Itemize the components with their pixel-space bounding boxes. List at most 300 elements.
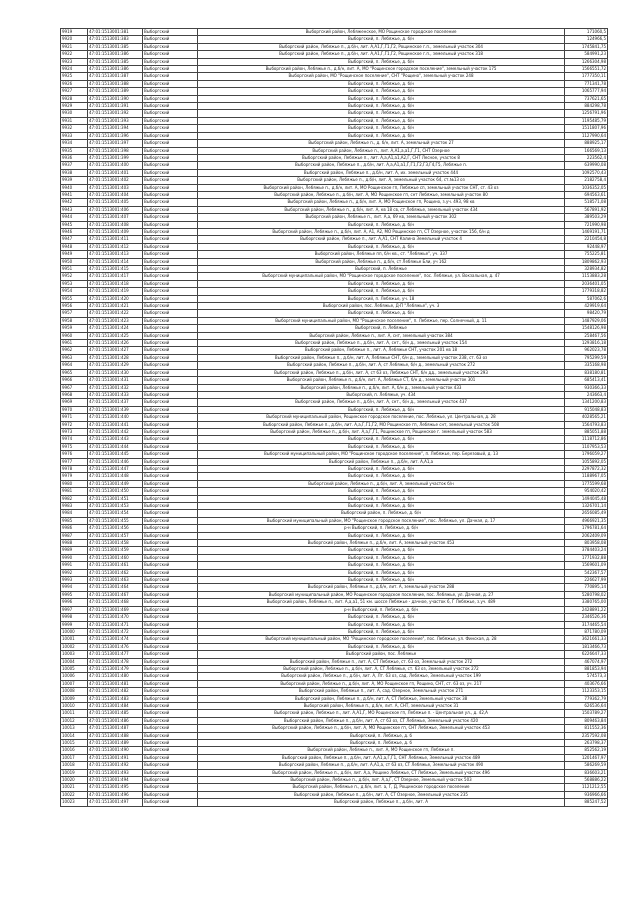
district-cell: Выборгский (143, 525, 198, 532)
cadastral-value-cell: 1065777,94 (565, 88, 608, 95)
row-number-cell: 9982 (61, 495, 88, 502)
cadastral-number-cell: 47:01:1513001:445 (88, 451, 143, 458)
address-cell: Выборгский, п. Лебяжье, д. б/н (198, 110, 565, 117)
district-cell: Выборгский (143, 43, 198, 50)
cadastral-value-cell: 1127990,64 (565, 132, 608, 139)
cadastral-number-cell: 47:01:1513001:393 (88, 117, 143, 124)
district-cell: Выборгский (143, 140, 198, 147)
table-row (61, 754, 608, 761)
cadastral-number-cell: 47:01:1513001:455 (88, 517, 143, 524)
table-row (61, 88, 608, 95)
cadastral-value-cell: 1487929,06 (565, 317, 608, 324)
address-cell: Выборгский район, Лебяжье п., д.б/н, лит. А, земельный участок 64, ст.№13 оз (198, 177, 565, 184)
cadastral-number-cell: 47:01:1513001:460 (88, 554, 143, 561)
cadastral-value-cell: 2182758,4 (565, 177, 608, 184)
table-row (61, 184, 608, 191)
table-row (61, 784, 608, 791)
district-cell: Выборгский (143, 347, 198, 354)
cadastral-number-cell: 47:01:1513001:485 (88, 710, 143, 717)
address-cell: Выборгский район, Лебяжье п., д. б/н, лит. А, земельный участок 27 (198, 140, 565, 147)
address-cell: Выборгский, п. Лебяжье, д. б/н (198, 406, 565, 413)
address-cell: Выборгский район, пос. Лебяжье, Д-П "Лебяжье", уч. 3 (198, 303, 565, 310)
table-row (61, 325, 608, 332)
cadastral-value-cell: 243663,4 (565, 391, 608, 398)
row-number-cell: 9999 (61, 621, 88, 628)
address-cell: Выборгский район, Лебяжье п., д.б/н, лит. А, б/н д., земельный участок 433 (198, 384, 565, 391)
table-row (61, 777, 608, 784)
address-cell: Выборгский район, Лебяжье п., д.б/н, лит. А,а,Г,Г1,Г2, МО Рощинское гп, Лебяжье снт, земельный участок 508 (198, 421, 565, 428)
table-row (61, 103, 608, 110)
district-cell: Выборгский (143, 421, 198, 428)
cadastral-value-cell: 3174465,54 (565, 621, 608, 628)
cadastral-value-cell: 92448,97 (565, 243, 608, 250)
district-cell: Выборгский (143, 791, 198, 798)
cadastral-number-cell: 47:01:1513001:390 (88, 95, 143, 102)
district-cell: Выборгский (143, 377, 198, 384)
table-row (61, 406, 608, 413)
cadastral-value-cell: 1511807,96 (565, 125, 608, 132)
row-number-cell: 9919 (61, 29, 88, 36)
cadastral-value-cell: 1036352,05 (565, 184, 608, 191)
address-cell: Выборгский район, Лебяжье п., лит. А, сад. Озерное, Земельный участок 271 (198, 688, 565, 695)
row-number-cell: 10006 (61, 673, 88, 680)
cadastral-number-cell: 47:01:1513001:477 (88, 651, 143, 658)
cadastral-number-cell: 47:01:1513001:425 (88, 332, 143, 339)
address-cell: Выборгский муниципальный район, МО "Рощинское городское поселение", пос. Лебяжье, ул. Дачная, д. 17 (198, 517, 565, 524)
cadastral-number-cell: 47:01:1513001:386 (88, 66, 143, 73)
address-cell: Выборгский, п. Лебяжье, д. б/н (198, 88, 565, 95)
cadastral-number-cell: 47:01:1513001:422 (88, 310, 143, 317)
address-cell: Выборгский район, Лебяжье п., д.б/н, лит. А, их. земельный участок 444 (198, 169, 565, 176)
table-row (61, 251, 608, 258)
district-cell: Выборгский (143, 125, 198, 132)
cadastral-value-cell: 166569,13 (565, 147, 608, 154)
table-row (61, 621, 608, 628)
table-row (61, 599, 608, 606)
district-cell: Выборгский (143, 199, 198, 206)
table-row (61, 591, 608, 598)
cadastral-number-cell: 47:01:1513001:442 (88, 428, 143, 435)
cadastral-value-cell: 258467,56 (565, 332, 608, 339)
cadastral-value-cell: 4966921,35 (565, 517, 608, 524)
cadastral-value-cell: 771341,78 (565, 80, 608, 87)
cadastral-number-cell: 47:01:1513001:495 (88, 784, 143, 791)
cadastral-value-cell: 954020,42 (565, 488, 608, 495)
address-cell: Выборгский, п. Лебяжье, уч. 434 (198, 391, 565, 398)
address-cell: Выборгский район, п. Лебяжье, д. б/н (198, 510, 565, 517)
row-number-cell: 9923 (61, 58, 88, 65)
cadastral-number-cell: 47:01:1513001:394 (88, 125, 143, 132)
table-row (61, 147, 608, 154)
cadastral-number-cell: 47:01:1513001:457 (88, 532, 143, 539)
address-cell: Выборгский муниципальный район, Рощинское городское поселение, пос. Лебяжье, ул. Центральная, д. 28 (198, 414, 565, 421)
row-number-cell: 9976 (61, 451, 88, 458)
table-row (61, 717, 608, 724)
district-cell: Выборгский (143, 658, 198, 665)
table-row (61, 443, 608, 450)
table-row (61, 399, 608, 406)
address-cell: Выборгский, п. Лебяжье, д. б/н (198, 562, 565, 569)
district-cell: Выборгский (143, 191, 198, 198)
row-number-cell: 9953 (61, 280, 88, 287)
district-cell: Выборгский (143, 177, 198, 184)
cadastral-number-cell: 47:01:1513001:470 (88, 614, 143, 621)
table-row (61, 428, 608, 435)
district-cell: Выборгский (143, 510, 198, 517)
row-number-cell: 9979 (61, 473, 88, 480)
table-row (61, 214, 608, 221)
table-row (61, 532, 608, 539)
district-cell: Выборгский (143, 443, 198, 450)
table-row (61, 36, 608, 43)
table-row (61, 154, 608, 161)
cadastral-number-cell: 47:01:1513001:448 (88, 473, 143, 480)
cadastral-number-cell: 47:01:1513001:402 (88, 177, 143, 184)
district-cell: Выборгский (143, 325, 198, 332)
district-cell: Выборгский (143, 251, 198, 258)
table-row (61, 584, 608, 591)
row-number-cell: 10011 (61, 710, 88, 717)
cadastral-value-cell: 885051,88 (565, 428, 608, 435)
table-row (61, 29, 608, 36)
address-cell: Выборгский район, Лебяжье п., д.б/н, лит. А, СТ Лебяжье, Земельный участок 38 (198, 695, 565, 702)
row-number-cell: 9960 (61, 332, 88, 339)
district-cell: Выборгский (143, 702, 198, 709)
address-cell: Выборгский, п. Лебяжье, д. б/н (198, 443, 565, 450)
cadastral-number-cell: 47:01:1513001:427 (88, 347, 143, 354)
cadastral-value-cell: 98420,79 (565, 310, 608, 317)
table-row (61, 95, 608, 102)
address-cell: Выборгский район, Лебяжье п., лит. А, снт, земельный участок 384 (198, 332, 565, 339)
address-cell: Выборгский, п. Лебяжье, д. б/н (198, 621, 565, 628)
row-number-cell: 9989 (61, 547, 88, 554)
row-number-cell: 9955 (61, 295, 88, 302)
row-number-cell: 9944 (61, 214, 88, 221)
cadastral-value-cell: 2036401,05 (565, 280, 608, 287)
cadastral-number-cell: 47:01:1513001:439 (88, 406, 143, 413)
cadastral-value-cell: 542367,57 (565, 569, 608, 576)
row-number-cell: 10002 (61, 643, 88, 650)
address-cell: Выборгский район, Лебяжье п., д.б/н, лит. А, А1, А2, МО Рощинское гп, СТ Озерное, участок 156, б/н д (198, 228, 565, 235)
row-number-cell: 9993 (61, 577, 88, 584)
address-cell: Выборгский район, Лебяжье п., д.б/н, лит. А, снт., б/н д., земельный участок 154 (198, 340, 565, 347)
cadastral-number-cell: 47:01:1513001:409 (88, 228, 143, 235)
address-cell: Выборгский район, Лебяжье п., д.б/н, лит. А,А1,Г,Г1,Г2, Рощинское г.п., земельный участок 304 (198, 43, 565, 50)
cadastral-value-cell: 1566551,72 (565, 66, 608, 73)
row-number-cell: 9939 (61, 177, 88, 184)
row-number-cell: 9946 (61, 228, 88, 235)
table-row (61, 458, 608, 465)
address-cell: Выборгский район, Лебяжье п., д.б/н, лит. А,А1,а (198, 458, 565, 465)
row-number-cell: 9991 (61, 562, 88, 569)
table-row (61, 310, 608, 317)
district-cell: Выборгский (143, 303, 198, 310)
cadastral-number-cell: 47:01:1513001:453 (88, 503, 143, 510)
cadastral-number-cell: 47:01:1513001:400 (88, 162, 143, 169)
cadastral-value-cell: 626536,64 (565, 702, 608, 709)
district-cell: Выборгский (143, 66, 198, 73)
district-cell: Выборгский (143, 740, 198, 747)
cadastral-value-cell: 770895,14 (565, 584, 608, 591)
address-cell: Выборгский, п. Лебяжье (198, 325, 565, 332)
table-row (61, 488, 608, 495)
district-cell: Выборгский (143, 280, 198, 287)
address-cell: Выборгский, п. Лебяжье, д. б/н (198, 103, 565, 110)
district-cell: Выборгский (143, 451, 198, 458)
district-cell: Выборгский (143, 110, 198, 117)
cadastral-value-cell: 1569601,09 (565, 562, 608, 569)
address-cell: Выборгский, п. Лебяжье, д. б/н (198, 465, 565, 472)
district-cell: Выборгский (143, 103, 198, 110)
cadastral-number-cell: 47:01:1513001:411 (88, 236, 143, 243)
address-cell: Выборгский, п. Лебяжье, д. б/н (198, 95, 565, 102)
row-number-cell: 9920 (61, 36, 88, 43)
table-row (61, 688, 608, 695)
row-number-cell: 9950 (61, 258, 88, 265)
table-row (61, 554, 608, 561)
row-number-cell: 9972 (61, 421, 88, 428)
cadastral-number-cell: 47:01:1513001:418 (88, 280, 143, 287)
row-number-cell: 10012 (61, 717, 88, 724)
cadastral-number-cell: 47:01:1513001:412 (88, 243, 143, 250)
table-row (61, 236, 608, 243)
table-row (61, 362, 608, 369)
cadastral-number-cell: 47:01:1513001:426 (88, 340, 143, 347)
table-row (61, 636, 608, 643)
table-row (61, 732, 608, 739)
address-cell: Выборгский, п. Лебяжье, д. б/н (198, 243, 565, 250)
cadastral-value-cell: 1564793,83 (565, 421, 608, 428)
row-number-cell: 10007 (61, 680, 88, 687)
address-cell: Выборгский район, Лебяжье п., д.б/н, лит. А, ст Лебяжье, б/н д., земельный участок 272 (198, 362, 565, 369)
row-number-cell: 9928 (61, 95, 88, 102)
cadastral-value-cell: 803958,08 (565, 540, 608, 547)
cadastral-value-cell: 1256791,96 (565, 110, 608, 117)
cadastral-value-cell: 1777350,11 (565, 73, 608, 80)
table-row (61, 517, 608, 524)
cadastral-value-cell: 1779318,82 (565, 288, 608, 295)
address-cell: Выборгский район, Лебяженское, МО Рощинское городское поселение (198, 29, 565, 36)
table-row (61, 451, 608, 458)
address-cell: Выборгский район, пос. Лебяжье (198, 651, 565, 658)
cadastral-number-cell: 47:01:1513001:469 (88, 606, 143, 613)
table-row (61, 384, 608, 391)
table-row (61, 421, 608, 428)
address-cell: Выборгский, п. Лебяжье, д. б/н (198, 125, 565, 132)
cadastral-number-cell: 47:01:1513001:413 (88, 251, 143, 258)
table-row (61, 303, 608, 310)
cadastral-number-cell: 47:01:1513001:493 (88, 769, 143, 776)
district-cell: Выборгский (143, 391, 198, 398)
table-row (61, 628, 608, 635)
cadastral-value-cell: 2210454,8 (565, 236, 608, 243)
table-row (61, 221, 608, 228)
district-cell: Выборгский (143, 88, 198, 95)
cadastral-value-cell: 885247,52 (565, 799, 608, 806)
row-number-cell: 9966 (61, 377, 88, 384)
row-number-cell: 9988 (61, 540, 88, 547)
row-number-cell: 9990 (61, 554, 88, 561)
district-cell: Выборгский (143, 340, 198, 347)
district-cell: Выборгский (143, 473, 198, 480)
address-cell: Выборгский муниципальный район, МО Рощинское городское поселение, пос. Лебяжье, ул. Дачная, д. 27 (198, 591, 565, 598)
cadastral-number-cell: 47:01:1513001:424 (88, 325, 143, 332)
district-cell: Выборгский (143, 673, 198, 680)
table-row (61, 288, 608, 295)
row-number-cell: 9983 (61, 503, 88, 510)
row-number-cell: 9981 (61, 488, 88, 495)
district-cell: Выборгский (143, 665, 198, 672)
address-cell: Выборгский, п. Лебяжье, д. б/н (198, 436, 565, 443)
row-number-cell: 9934 (61, 140, 88, 147)
cadastral-value-cell: 888925,17 (565, 140, 608, 147)
cadastral-value-cell: 429919,64 (565, 303, 608, 310)
cadastral-value-cell: 328934,82 (565, 266, 608, 273)
row-number-cell: 9978 (61, 465, 88, 472)
address-cell: Выборгский, п. Лебяжье, д. б/н (198, 577, 565, 584)
cadastral-number-cell: 47:01:1513001:497 (88, 799, 143, 806)
address-cell: Выборгский район, Лебяжье п., д.б/н, лит. А, МО Рощинское гп, Рощино, з.уч. 493, 98 кв (198, 199, 565, 206)
cadastral-number-cell: 47:01:1513001:403 (88, 184, 143, 191)
cadastral-value-cell: 811552,36 (565, 725, 608, 732)
cadastral-value-cell: 335168,98 (565, 362, 608, 369)
cadastral-value-cell: 1813466,73 (565, 643, 608, 650)
cadastral-value-cell: 3380765,00 (565, 599, 608, 606)
table-row (61, 295, 608, 302)
cadastral-number-cell: 47:01:1513001:484 (88, 702, 143, 709)
row-number-cell: 9933 (61, 132, 88, 139)
cadastral-value-cell: 852562,19 (565, 747, 608, 754)
cadastral-number-cell: 47:01:1513001:383 (88, 36, 143, 43)
address-cell: Выборгский район, Лебяжье п., д.б/н, лит. А (198, 799, 565, 806)
table-row (61, 414, 608, 421)
address-cell: Выборгский, п. Лебяжье, д. б/н (198, 628, 565, 635)
district-cell: Выборгский (143, 554, 198, 561)
address-cell: Выборгский, п. Лебяжье, д. б/н (198, 288, 565, 295)
cadastral-value-cell: 574573,3 (565, 673, 608, 680)
table-row (61, 162, 608, 169)
cadastral-number-cell: 47:01:1513001:421 (88, 303, 143, 310)
cadastral-value-cell: 1195485,79 (565, 117, 608, 124)
district-cell: Выборгский (143, 147, 198, 154)
row-number-cell: 9964 (61, 362, 88, 369)
cadastral-number-cell: 47:01:1513001:440 (88, 414, 143, 421)
cadastral-number-cell: 47:01:1513001:468 (88, 599, 143, 606)
cadastral-number-cell: 47:01:1513001:459 (88, 547, 143, 554)
row-number-cell: 10008 (61, 688, 88, 695)
cadastral-number-cell: 47:01:1513001:405 (88, 199, 143, 206)
row-number-cell: 10016 (61, 747, 88, 754)
row-number-cell: 9984 (61, 510, 88, 517)
row-number-cell: 9974 (61, 436, 88, 443)
table-row (61, 606, 608, 613)
cadastral-number-cell: 47:01:1513001:387 (88, 73, 143, 80)
cadastral-value-cell: 2346526,36 (565, 614, 608, 621)
district-cell: Выборгский (143, 436, 198, 443)
table-body (61, 29, 608, 807)
cadastral-number-cell: 47:01:1513001:432 (88, 384, 143, 391)
cadastral-value-cell: 936966,66 (565, 791, 608, 798)
address-cell: Выборгский район, Лебяжье п., д.б/н, лит. А,А1,а,Г,Г1, СНТ Лебяжье, Земельный участок 489 (198, 754, 565, 761)
row-number-cell: 9965 (61, 369, 88, 376)
district-cell: Выборгский (143, 428, 198, 435)
table-row (61, 769, 608, 776)
district-cell: Выборгский (143, 710, 198, 717)
cadastral-number-cell: 47:01:1513001:404 (88, 191, 143, 198)
district-cell: Выборгский (143, 51, 198, 58)
row-number-cell: 9970 (61, 406, 88, 413)
address-cell: Выборгский район, Лебяжье п., д.б/н, ст Лебяжье Бли, уч 162 (198, 258, 565, 265)
district-cell: Выборгский (143, 725, 198, 732)
district-cell: Выборгский (143, 184, 198, 191)
address-cell: Выборгский, п. Лебяжье, д. б/н (198, 310, 565, 317)
cadastral-number-cell: 47:01:1513001:444 (88, 443, 143, 450)
cadastral-number-cell: 47:01:1513001:447 (88, 465, 143, 472)
table-row (61, 799, 608, 806)
row-number-cell: 9973 (61, 428, 88, 435)
table-row (61, 177, 608, 184)
row-number-cell: 10022 (61, 791, 88, 798)
cadastral-value-cell: 1118712,86 (565, 436, 608, 443)
cadastral-value-cell: 1121212,55 (565, 784, 608, 791)
address-cell: Выборгский район, Лебяжье п., д.б/н, лит. А,а,А1,а1,Г,Г1,Г2,Г3,Г4,Г5, Лебяжье п. (198, 162, 565, 169)
table-row (61, 347, 608, 354)
address-cell: Выборгский район, Лебяжье п., д.б/н, лит. А, СНТ, земельный участок 31 (198, 702, 565, 709)
row-number-cell: 10017 (61, 754, 88, 761)
table-row (61, 569, 608, 576)
cadastral-number-cell: 47:01:1513001:481 (88, 680, 143, 687)
cadastral-number-cell: 47:01:1513001:478 (88, 658, 143, 665)
address-cell: Выборгский, п. Лебяжье, д. б/н (198, 643, 565, 650)
address-cell: Выборгский муниципальный район, МО "Рощинское городское поселение", пос. Лебяжье, ул. Финская, д. 28 (198, 636, 565, 643)
cadastral-value-cell: 2428891,22 (565, 606, 608, 613)
district-cell: Выборгский (143, 162, 198, 169)
table-row (61, 702, 608, 709)
table-row (61, 58, 608, 65)
district-cell: Выборгский (143, 614, 198, 621)
cadastral-value-cell: 2656085,49 (565, 510, 608, 517)
address-cell: Выборгский, п. Лебяжье, д. б/н (198, 80, 565, 87)
cadastral-number-cell: 47:01:1513001:450 (88, 488, 143, 495)
address-cell: Выборгский, п. Лебяжье, уч. 18 (198, 295, 565, 302)
address-cell: Выборгский район, Лебяжье п., д.б/н, лит. А, земельный участок 288 (198, 584, 565, 591)
address-cell: Выборгский район, Лебяжье п., д.б/н, лит. А, МО Рощинское гп, Лебяжье сп, земельный участок СНТ, ст. 43 оз (198, 184, 565, 191)
district-cell: Выборгский (143, 569, 198, 576)
cadastral-value-cell: 1326701,14 (565, 503, 608, 510)
cadastral-number-cell: 47:01:1513001:463 (88, 577, 143, 584)
cadastral-value-cell: 881853,94 (565, 665, 608, 672)
district-cell: Выборгский (143, 732, 198, 739)
table-row (61, 577, 608, 584)
district-cell: Выборгский (143, 288, 198, 295)
cadastral-value-cell: 1469191,71 (565, 228, 608, 235)
district-cell: Выборгский (143, 29, 198, 36)
cadastral-value-cell: 263798,37 (565, 740, 608, 747)
table-row (61, 80, 608, 87)
cadastral-number-cell: 47:01:1513001:381 (88, 29, 143, 36)
table-row (61, 495, 608, 502)
row-number-cell: 10021 (61, 784, 88, 791)
cadastral-value-cell: 467074,97 (565, 658, 608, 665)
cadastral-value-cell: 721990,98 (565, 221, 608, 228)
row-number-cell: 9956 (61, 303, 88, 310)
table-row (61, 273, 608, 280)
row-number-cell: 9930 (61, 110, 88, 117)
row-number-cell: 10009 (61, 695, 88, 702)
district-cell: Выборгский (143, 58, 198, 65)
row-number-cell: 9958 (61, 317, 88, 324)
district-cell: Выборгский (143, 236, 198, 243)
